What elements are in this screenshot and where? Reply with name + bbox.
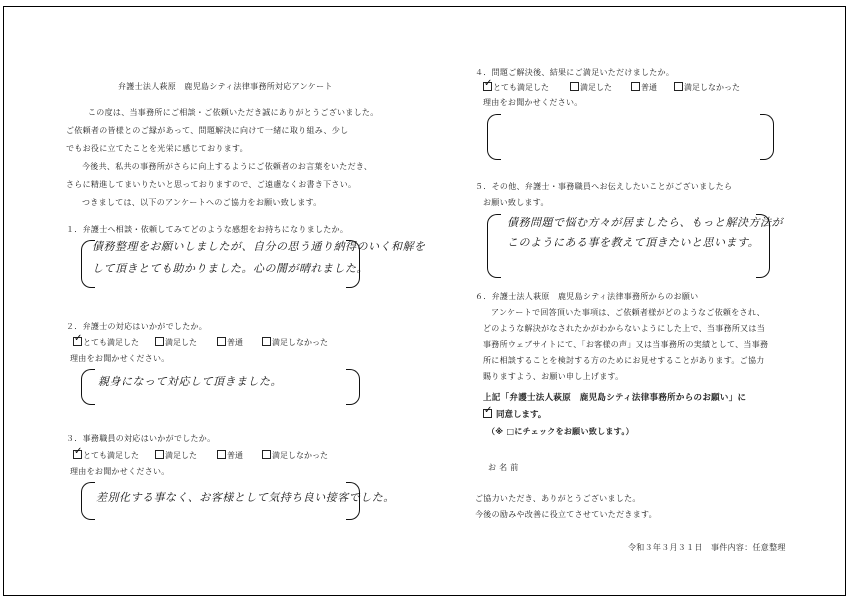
q5-question-cont: お願い致します。: [483, 198, 549, 207]
q1-question: １．弁護士へ相談・依頼してみてどのような感想をお持ちになりましたか。: [66, 225, 349, 234]
q2-option-normal[interactable]: 普通: [217, 337, 243, 348]
intro-line: この度は、当事務所にご相談・ご依頼いただき誠にありがとうございました。: [88, 108, 379, 117]
q2-question: ２．弁護士の対応はいかがでしたか。: [66, 322, 208, 331]
q4-option-not-satisfied[interactable]: 満足しなかった: [674, 82, 740, 93]
q4-option-very-satisfied[interactable]: ✓とても満足した: [483, 82, 549, 93]
consent-checkbox[interactable]: ✓ 同意します。: [483, 409, 546, 421]
q3-reason-label: 理由をお聞かせください。: [70, 467, 170, 476]
q1-answer-line: して頂きとても助かりました。心の闇が晴れました。: [92, 262, 368, 275]
q4-bracket-right: [760, 114, 774, 160]
q3-answer: 差別化する事なく、お客様として気持ち良い接客でした。: [96, 491, 395, 504]
q2-reason-label: 理由をお聞かせください。: [70, 354, 170, 363]
checkbox-icon: [73, 450, 82, 459]
q6-body-line: 所に相談することを検討する方のためにお見せすることがあります。ご協力: [483, 356, 765, 365]
q2-option-satisfied[interactable]: 満足した: [155, 337, 197, 348]
intro-line: 今後共、私共の事務所がさらに向上するようにご依頼者のお言葉をいただき、: [82, 162, 373, 171]
intro-line: でもお役に立てたことを光栄に感じております。: [66, 144, 248, 153]
q4-bracket-left: [487, 114, 501, 160]
survey-title: 弁護士法人萩原 鹿児島シティ法律事務所対応アンケート: [118, 82, 333, 91]
page-frame: [3, 6, 846, 596]
checkbox-icon: [155, 337, 164, 346]
checkbox-icon: [73, 337, 82, 346]
checkbox-icon: [217, 337, 226, 346]
intro-line: つきましては、以下のアンケートへのご協力をお願い致します。: [82, 198, 322, 207]
q6-body-line: 事務所ウェブサイトにて、「お客様の声」又は当事務所の実績として、当事務: [483, 340, 769, 349]
q3-option-normal[interactable]: 普通: [217, 450, 243, 461]
q2-option-very-satisfied[interactable]: ✓とても満足した: [73, 337, 139, 348]
q4-question: ４．問題ご解決後、結果にご満足いただけましたか。: [475, 68, 675, 77]
q2-bracket-right: [346, 369, 360, 405]
q3-bracket-left: [81, 482, 95, 520]
q4-option-satisfied[interactable]: 満足した: [570, 82, 612, 93]
intro-line: さらに精進してまいりたいと思っておりますので、ご遠慮なくお書き下さい。: [66, 180, 357, 189]
q6-body-line: どのような解決がなされたかがわからないようにした上で、当事務所又は当: [483, 324, 766, 333]
q6-body-line: アンケートで回答頂いた事項は、ご依頼者様がどのようなご依頼をされ、: [491, 308, 765, 317]
checkbox-icon: [631, 82, 640, 91]
q3-option-very-satisfied[interactable]: ✓とても満足した: [73, 450, 139, 461]
q5-question: ５．その他、弁護士・事務職員へお伝えしたいことがございましたら: [475, 182, 733, 191]
checkbox-icon: [483, 409, 492, 418]
q3-option-satisfied[interactable]: 満足した: [155, 450, 197, 461]
name-label: お 名 前: [488, 463, 519, 472]
checkbox-icon: [570, 82, 579, 91]
checkbox-icon: [483, 82, 492, 91]
q2-bracket-left: [81, 369, 95, 405]
q5-bracket-left: [487, 214, 501, 278]
q2-option-not-satisfied[interactable]: 満足しなかった: [262, 337, 328, 348]
closing-line: 今後の励みや改善に役立てさせていただきます。: [475, 510, 657, 519]
q6-question: ６．弁護士法人萩原 鹿児島シティ法律事務所からのお願い: [475, 292, 699, 301]
q5-answer-line: 債務問題で悩む方々が居ましたら、もっと解決方法が: [507, 216, 783, 229]
closing-line: ご協力いただき、ありがとうございました。: [475, 494, 641, 503]
checkbox-icon: [155, 450, 164, 459]
q4-reason-label: 理由をお聞かせください。: [483, 98, 583, 107]
footer-date-case: 令和３年３月３１日 事件内容：任意整理: [628, 543, 786, 552]
checkbox-icon: [217, 450, 226, 459]
intro-line: ご依頼者の皆様とのご縁があって、問題解決に向けて一緒に取り組み、少し: [66, 126, 349, 135]
q4-option-normal[interactable]: 普通: [631, 82, 657, 93]
q5-answer-line: このようにある事を教えて頂きたいと思います。: [507, 236, 760, 249]
consent-note: （※ □にチェックをお願い致します。）: [487, 427, 634, 436]
q2-answer: 親身になって対応して頂きました。: [98, 375, 282, 388]
q6-body-line: 賜りますよう、お願い申し上げます。: [483, 372, 624, 381]
q1-answer-line: 債務整理をお願いしましたが、自分の思う通り納得のいく和解を: [92, 240, 426, 253]
checkbox-icon: [674, 82, 683, 91]
consent-title: 上記「弁護士法人萩原 鹿児島シティ法律事務所からのお願い」に: [483, 393, 747, 403]
checkbox-icon: [262, 337, 271, 346]
q3-question: ３．事務職員の対応はいかがでしたか。: [66, 434, 216, 443]
q3-option-not-satisfied[interactable]: 満足しなかった: [262, 450, 328, 461]
checkbox-icon: [262, 450, 271, 459]
